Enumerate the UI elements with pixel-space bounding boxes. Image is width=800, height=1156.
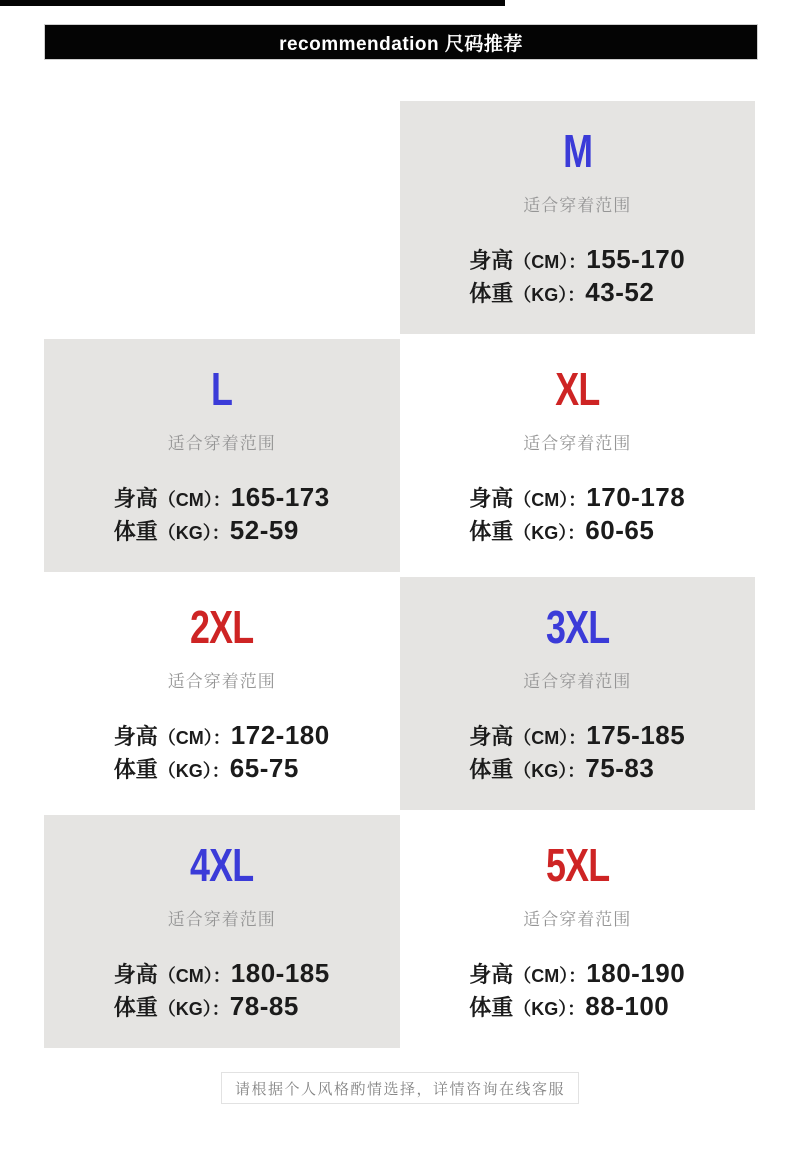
- size-panel-3xl: [400, 577, 756, 810]
- fit-range-label: 适合穿着范围: [167, 434, 276, 453]
- weight-unit: （KG）：: [513, 285, 586, 305]
- height-unit: （CM）：: [513, 966, 587, 986]
- height-unit: （CM）：: [513, 490, 587, 510]
- height-spec: [469, 482, 685, 515]
- weight-label: 体重: [469, 281, 514, 306]
- height-value: 155-170: [586, 244, 686, 274]
- height-unit: （CM）：: [157, 490, 231, 510]
- height-spec: [469, 720, 685, 753]
- height-label: 身高: [113, 486, 158, 511]
- size-chart-grid: [44, 101, 755, 1048]
- size-specs: [114, 482, 330, 548]
- size-panel-l: [44, 339, 400, 572]
- height-unit: （CM）：: [513, 728, 587, 748]
- size-label-3xl: 3XL: [545, 601, 609, 653]
- weight-spec: [469, 991, 685, 1024]
- weight-value: 65-75: [229, 753, 299, 783]
- section-header-bar: [44, 24, 758, 60]
- size-specs: [114, 958, 330, 1024]
- weight-spec: [469, 277, 685, 310]
- size-specs: [469, 482, 685, 548]
- weight-label: 体重: [469, 519, 514, 544]
- height-unit: （CM）：: [513, 252, 587, 272]
- size-label-4xl: 4XL: [190, 839, 254, 891]
- size-panel-m: [400, 101, 756, 334]
- size-specs: [469, 244, 685, 310]
- height-spec: [469, 958, 685, 991]
- weight-label: 体重: [469, 757, 514, 782]
- weight-value: 43-52: [585, 277, 655, 307]
- weight-value: 88-100: [585, 991, 670, 1021]
- weight-unit: （KG）：: [157, 761, 230, 781]
- fit-range-label: 适合穿着范围: [523, 910, 632, 929]
- size-specs: [114, 720, 330, 786]
- fit-range-label: 适合穿着范围: [523, 672, 632, 691]
- height-value: 175-185: [586, 720, 686, 750]
- top-divider-strip: [0, 0, 505, 6]
- size-label-xl: XL: [555, 363, 600, 415]
- height-unit: （CM）：: [157, 728, 231, 748]
- weight-value: 78-85: [229, 991, 299, 1021]
- weight-spec: [469, 515, 685, 548]
- size-panel-4xl: [44, 815, 400, 1048]
- weight-unit: （KG）：: [513, 523, 586, 543]
- height-spec: [114, 720, 330, 753]
- height-spec: [469, 244, 685, 277]
- weight-unit: （KG）：: [513, 999, 586, 1019]
- size-label-2xl: 2XL: [190, 601, 254, 653]
- size-label-5xl: 5XL: [545, 839, 609, 891]
- height-label: 身高: [469, 486, 514, 511]
- height-spec: [114, 482, 330, 515]
- footer-note-box: [221, 1072, 579, 1104]
- fit-range-label: 适合穿着范围: [167, 672, 276, 691]
- size-label-m: M: [562, 125, 592, 177]
- size-panel-5xl: [400, 815, 756, 1048]
- weight-label: 体重: [113, 519, 158, 544]
- size-panel-xl: [400, 339, 756, 572]
- fit-range-label: 适合穿着范围: [523, 196, 632, 215]
- weight-unit: （KG）：: [157, 999, 230, 1019]
- fit-range-label: 适合穿着范围: [167, 910, 276, 929]
- weight-spec: [469, 753, 685, 786]
- height-label: 身高: [469, 724, 514, 749]
- weight-spec: [114, 515, 330, 548]
- weight-label: 体重: [469, 995, 514, 1020]
- weight-label: 体重: [113, 757, 158, 782]
- height-label: 身高: [113, 724, 158, 749]
- weight-value: 60-65: [585, 515, 655, 545]
- size-specs: [469, 720, 685, 786]
- weight-unit: （KG）：: [513, 761, 586, 781]
- weight-value: 75-83: [585, 753, 655, 783]
- weight-spec: [114, 753, 330, 786]
- height-label: 身高: [469, 962, 514, 987]
- weight-value: 52-59: [229, 515, 299, 545]
- height-spec: [114, 958, 330, 991]
- size-panel-2xl: [44, 577, 400, 810]
- fit-range-label: 适合穿着范围: [523, 434, 632, 453]
- height-label: 身高: [469, 248, 514, 273]
- height-value: 170-178: [586, 482, 686, 512]
- height-value: 172-180: [230, 720, 330, 750]
- height-unit: （CM）：: [157, 966, 231, 986]
- size-specs: [469, 958, 685, 1024]
- footer-note-text: 请根据个人风格酌情选择，详情咨询在线客服: [234, 1080, 565, 1098]
- weight-spec: [114, 991, 330, 1024]
- height-value: 180-190: [586, 958, 686, 988]
- size-label-l: L: [211, 363, 233, 415]
- height-value: 180-185: [230, 958, 330, 988]
- height-label: 身高: [113, 962, 158, 987]
- weight-label: 体重: [113, 995, 158, 1020]
- empty-cell: [44, 101, 400, 334]
- height-value: 165-173: [230, 482, 330, 512]
- weight-unit: （KG）：: [157, 523, 230, 543]
- section-title: recommendation 尺码推荐: [279, 33, 523, 55]
